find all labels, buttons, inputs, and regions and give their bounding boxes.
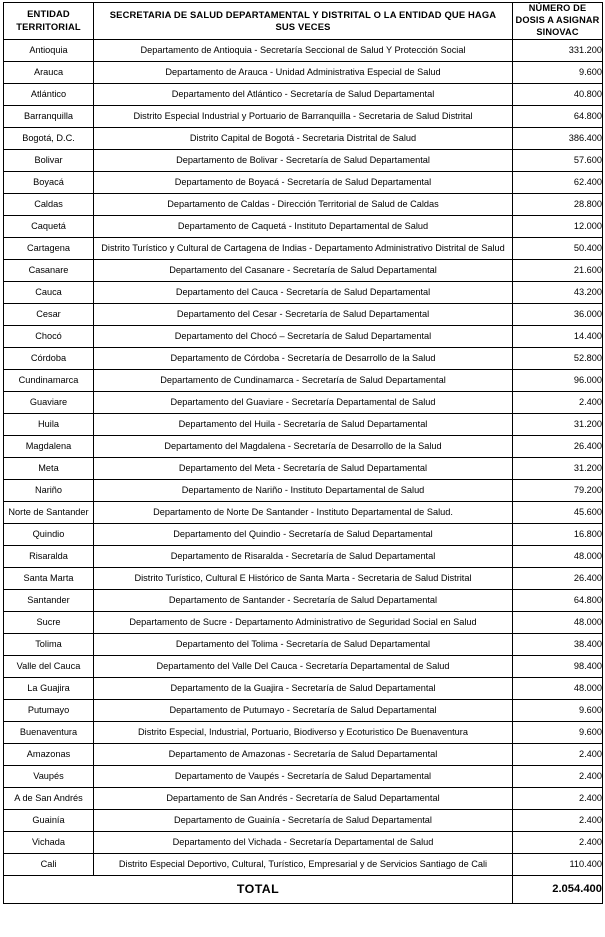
- cell-doses: 31.200: [513, 457, 603, 479]
- cell-doses: 2.400: [513, 809, 603, 831]
- cell-secretariat: Departamento de Arauca - Unidad Administrativa Especial de Salud: [94, 61, 513, 83]
- cell-doses: 48.000: [513, 545, 603, 567]
- cell-doses: 110.400: [513, 853, 603, 875]
- cell-entity: Bogotá, D.C.: [4, 127, 94, 149]
- cell-entity: Santander: [4, 589, 94, 611]
- cell-doses: 57.600: [513, 149, 603, 171]
- cell-doses: 38.400: [513, 633, 603, 655]
- cell-entity: Caquetá: [4, 215, 94, 237]
- table-row: [4, 853, 603, 875]
- cell-entity: Casanare: [4, 259, 94, 281]
- cell-doses: 9.600: [513, 721, 603, 743]
- cell-secretariat: Departamento de la Guajira - Secretaría de Salud Departamental: [94, 677, 513, 699]
- cell-doses: 36.000: [513, 303, 603, 325]
- cell-secretariat: Departamento de Putumayo - Secretaría de Salud Departamental: [94, 699, 513, 721]
- cell-secretariat: Departamento de Córdoba - Secretaría de Desarrollo de la Salud: [94, 347, 513, 369]
- table-row: [4, 501, 603, 523]
- cell-doses: 43.200: [513, 281, 603, 303]
- cell-secretariat: Departamento del Tolima - Secretaría de Salud Departamental: [94, 633, 513, 655]
- cell-entity: Caldas: [4, 193, 94, 215]
- table-row: [4, 303, 603, 325]
- table-row: [4, 787, 603, 809]
- cell-secretariat: Departamento de Risaralda - Secretaría de Salud Departamental: [94, 545, 513, 567]
- cell-doses: 64.800: [513, 105, 603, 127]
- table-row: [4, 655, 603, 677]
- table-row: [4, 369, 603, 391]
- table-row: [4, 435, 603, 457]
- cell-doses: 28.800: [513, 193, 603, 215]
- cell-secretariat: Departamento de Norte De Santander - Instituto Departamental de Salud.: [94, 501, 513, 523]
- cell-entity: Amazonas: [4, 743, 94, 765]
- table-row: [4, 127, 603, 149]
- cell-secretariat: Distrito Especial, Industrial, Portuario, Biodiverso y Ecoturistico De Buenaventura: [94, 721, 513, 743]
- cell-doses: 48.000: [513, 611, 603, 633]
- cell-doses: 45.600: [513, 501, 603, 523]
- total-row: [4, 875, 603, 903]
- cell-entity: Meta: [4, 457, 94, 479]
- cell-secretariat: Departamento de Guainía - Secretaría de Salud Departamental: [94, 809, 513, 831]
- table-row: [4, 765, 603, 787]
- cell-entity: Barranquilla: [4, 105, 94, 127]
- cell-entity: Cauca: [4, 281, 94, 303]
- cell-entity: Atlántico: [4, 83, 94, 105]
- cell-entity: Sucre: [4, 611, 94, 633]
- cell-entity: Huila: [4, 413, 94, 435]
- table-row: [4, 281, 603, 303]
- cell-secretariat: Departamento de Antioquia - Secretaría Seccional de Salud Y Protección Social: [94, 39, 513, 61]
- cell-entity: Boyacá: [4, 171, 94, 193]
- table-row: [4, 215, 603, 237]
- table-row: [4, 83, 603, 105]
- table-row: [4, 743, 603, 765]
- table-body: [4, 39, 603, 875]
- cell-entity: Valle del Cauca: [4, 655, 94, 677]
- cell-secretariat: Departamento del Meta - Secretaría de Salud Departamental: [94, 457, 513, 479]
- table-row: [4, 567, 603, 589]
- cell-doses: 2.400: [513, 391, 603, 413]
- table-row: [4, 105, 603, 127]
- cell-entity: Cesar: [4, 303, 94, 325]
- cell-doses: 14.400: [513, 325, 603, 347]
- cell-secretariat: Departamento del Chocó – Secretaría de Salud Departamental: [94, 325, 513, 347]
- table-row: [4, 831, 603, 853]
- cell-secretariat: Departamento de Cundinamarca - Secretaría de Salud Departamental: [94, 369, 513, 391]
- table-header: [4, 3, 603, 40]
- cell-entity: Cartagena: [4, 237, 94, 259]
- cell-secretariat: Departamento del Atlántico - Secretaría de Salud Departamental: [94, 83, 513, 105]
- cell-doses: 386.400: [513, 127, 603, 149]
- cell-secretariat: Departamento de Boyacá - Secretaría de Salud Departamental: [94, 171, 513, 193]
- table-row: [4, 633, 603, 655]
- table-row: [4, 193, 603, 215]
- cell-doses: 64.800: [513, 589, 603, 611]
- table-row: [4, 325, 603, 347]
- cell-doses: 9.600: [513, 699, 603, 721]
- table-row: [4, 347, 603, 369]
- cell-entity: Vichada: [4, 831, 94, 853]
- cell-entity: Buenaventura: [4, 721, 94, 743]
- column-header-entity: ENTIDAD TERRITORIAL: [4, 3, 94, 40]
- cell-doses: 50.400: [513, 237, 603, 259]
- cell-entity: Putumayo: [4, 699, 94, 721]
- total-doses: 2.054.400: [513, 875, 603, 903]
- cell-secretariat: Departamento del Valle Del Cauca - Secretaría Departamental de Salud: [94, 655, 513, 677]
- table-row: [4, 677, 603, 699]
- cell-doses: 331.200: [513, 39, 603, 61]
- cell-secretariat: Departamento del Guaviare - Secretaría Departamental de Salud: [94, 391, 513, 413]
- cell-doses: 96.000: [513, 369, 603, 391]
- table-row: [4, 171, 603, 193]
- cell-secretariat: Departamento de Nariño - Instituto Departamental de Salud: [94, 479, 513, 501]
- cell-secretariat: Departamento de San Andrés - Secretaría de Salud Departamental: [94, 787, 513, 809]
- cell-entity: Tolima: [4, 633, 94, 655]
- column-header-secretariat: SECRETARIA DE SALUD DEPARTAMENTAL Y DISTRITAL O LA ENTIDAD QUE HAGA SUS VECES: [94, 3, 513, 40]
- cell-doses: 2.400: [513, 787, 603, 809]
- dose-allocation-table: [3, 2, 603, 904]
- cell-doses: 40.800: [513, 83, 603, 105]
- cell-secretariat: Departamento de Sucre - Departamento Administrativo de Seguridad Social en Salud: [94, 611, 513, 633]
- table-row: [4, 149, 603, 171]
- cell-doses: 2.400: [513, 831, 603, 853]
- cell-secretariat: Departamento de Amazonas - Secretaría de Salud Departamental: [94, 743, 513, 765]
- cell-entity: Norte de Santander: [4, 501, 94, 523]
- cell-secretariat: Departamento de Caquetá - Instituto Departamental de Salud: [94, 215, 513, 237]
- cell-entity: Chocó: [4, 325, 94, 347]
- cell-entity: Quindio: [4, 523, 94, 545]
- cell-doses: 62.400: [513, 171, 603, 193]
- cell-doses: 98.400: [513, 655, 603, 677]
- cell-secretariat: Distrito Capital de Bogotá - Secretaria Distrital de Salud: [94, 127, 513, 149]
- cell-entity: Santa Marta: [4, 567, 94, 589]
- table-row: [4, 457, 603, 479]
- cell-secretariat: Departamento del Quindio - Secretaría de Salud Departamental: [94, 523, 513, 545]
- cell-entity: Córdoba: [4, 347, 94, 369]
- table-row: [4, 479, 603, 501]
- cell-entity: Risaralda: [4, 545, 94, 567]
- cell-entity: Guaviare: [4, 391, 94, 413]
- cell-doses: 9.600: [513, 61, 603, 83]
- cell-secretariat: Departamento del Magdalena - Secretaría de Desarrollo de la Salud: [94, 435, 513, 457]
- cell-secretariat: Departamento de Vaupés - Secretaría de Salud Departamental: [94, 765, 513, 787]
- table-row: [4, 699, 603, 721]
- table-row: [4, 259, 603, 281]
- table-footer: [4, 875, 603, 903]
- cell-secretariat: Departamento de Santander - Secretaría de Salud Departamental: [94, 589, 513, 611]
- cell-entity: Nariño: [4, 479, 94, 501]
- cell-entity: Cali: [4, 853, 94, 875]
- cell-entity: Cundinamarca: [4, 369, 94, 391]
- table-row: [4, 39, 603, 61]
- cell-entity: Antioquia: [4, 39, 94, 61]
- table-row: [4, 237, 603, 259]
- cell-secretariat: Distrito Turístico, Cultural E Histórico de Santa Marta - Secretaria de Salud Distrital: [94, 567, 513, 589]
- cell-secretariat: Departamento del Cauca - Secretaría de Salud Departamental: [94, 281, 513, 303]
- cell-doses: 16.800: [513, 523, 603, 545]
- column-header-doses: NÚMERO DE DOSIS A ASIGNAR SINOVAC: [513, 3, 603, 40]
- table-row: [4, 523, 603, 545]
- cell-entity: Vaupés: [4, 765, 94, 787]
- cell-doses: 26.400: [513, 567, 603, 589]
- cell-doses: 21.600: [513, 259, 603, 281]
- cell-secretariat: Departamento del Cesar - Secretaría de Salud Departamental: [94, 303, 513, 325]
- table-row: [4, 545, 603, 567]
- cell-entity: Bolivar: [4, 149, 94, 171]
- table-row: [4, 589, 603, 611]
- cell-entity: Arauca: [4, 61, 94, 83]
- cell-entity: Magdalena: [4, 435, 94, 457]
- cell-secretariat: Departamento del Casanare - Secretaría de Salud Departamental: [94, 259, 513, 281]
- cell-secretariat: Distrito Especial Deportivo, Cultural, Turístico, Empresarial y de Servicios Santiago de Cali: [94, 853, 513, 875]
- cell-secretariat: Departamento de Bolivar - Secretaría de Salud Departamental: [94, 149, 513, 171]
- cell-doses: 79.200: [513, 479, 603, 501]
- cell-secretariat: Distrito Especial Industrial y Portuario de Barranquilla - Secretaria de Salud Distrital: [94, 105, 513, 127]
- table-row: [4, 413, 603, 435]
- table-row: [4, 611, 603, 633]
- cell-secretariat: Departamento de Caldas - Dirección Territorial de Salud de Caldas: [94, 193, 513, 215]
- cell-doses: 31.200: [513, 413, 603, 435]
- cell-doses: 2.400: [513, 765, 603, 787]
- cell-doses: 12.000: [513, 215, 603, 237]
- cell-doses: 26.400: [513, 435, 603, 457]
- cell-entity: A de San Andrés: [4, 787, 94, 809]
- cell-secretariat: Departamento del Huila - Secretaría de Salud Departamental: [94, 413, 513, 435]
- cell-secretariat: Departamento del Vichada - Secretaría Departamental de Salud: [94, 831, 513, 853]
- header-row: [4, 3, 603, 40]
- table-row: [4, 721, 603, 743]
- cell-doses: 48.000: [513, 677, 603, 699]
- cell-secretariat: Distrito Turístico y Cultural de Cartagena de Indias - Departamento Administrativo Distrital de Salud: [94, 237, 513, 259]
- table-row: [4, 809, 603, 831]
- total-label: TOTAL: [4, 875, 513, 903]
- table-row: [4, 61, 603, 83]
- table-row: [4, 391, 603, 413]
- cell-doses: 2.400: [513, 743, 603, 765]
- cell-entity: Guainía: [4, 809, 94, 831]
- cell-entity: La Guajira: [4, 677, 94, 699]
- cell-doses: 52.800: [513, 347, 603, 369]
